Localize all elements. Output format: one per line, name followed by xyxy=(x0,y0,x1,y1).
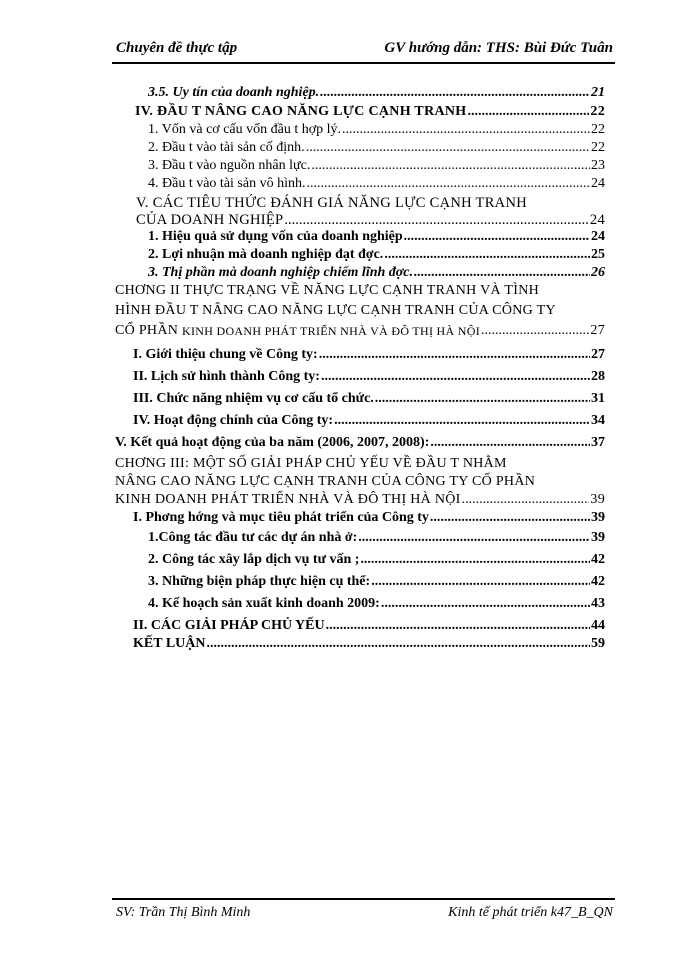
toc-page: 24 xyxy=(591,176,605,191)
toc-page: 24 xyxy=(589,212,605,228)
toc-leader xyxy=(321,368,590,386)
toc-entry xyxy=(133,368,605,386)
toc-leader xyxy=(334,412,590,430)
toc-page: 22 xyxy=(591,140,605,155)
toc-entry xyxy=(148,529,605,547)
toc-page: 42 xyxy=(591,574,605,589)
toc-entry xyxy=(148,551,605,569)
toc-page: 34 xyxy=(591,413,605,428)
toc-entry-text: KINH DOANH PHÁT TRIỂN NHÀ VÀ ĐÔ THỊ HÀ NỘI xyxy=(115,492,461,507)
toc-chapter-line2: NÂNG CAO NĂNG LỰC CẠNH TRANH CỦA CÔNG TY CỔ PHẦN xyxy=(115,474,536,489)
toc-entry-text: 1.Công tác đầu tư các dự án nhà ở: xyxy=(148,530,358,545)
toc-entry-text: 3.5. Uy tín của doanh nghiệp. xyxy=(148,85,320,100)
toc-page: 39 xyxy=(590,492,605,507)
toc-leader xyxy=(381,595,590,613)
toc-entry-text: 1. Vốn và cơ cấu vốn đầu t hợp lý. xyxy=(148,122,342,137)
toc-page: 22 xyxy=(591,122,605,137)
toc-page: 37 xyxy=(591,435,605,450)
toc-leader xyxy=(375,390,590,408)
toc-entry xyxy=(115,491,605,509)
toc-leader xyxy=(404,228,590,246)
toc-page: 42 xyxy=(591,552,605,567)
toc-leader xyxy=(206,635,590,653)
toc-entry xyxy=(148,157,605,175)
toc-entry-text: 2. Công tác xây lắp dịch vụ tư vấn ; xyxy=(148,552,360,567)
header-right: GV hướng dẫn: THS: Bùi Đức Tuân xyxy=(384,40,613,56)
toc-leader xyxy=(342,121,590,139)
toc-page: 28 xyxy=(591,369,605,384)
toc-entry xyxy=(136,211,605,229)
toc-entry xyxy=(115,322,605,340)
toc-leader xyxy=(319,346,590,364)
toc-leader xyxy=(414,264,590,282)
toc-page: 44 xyxy=(591,618,605,633)
toc-entry xyxy=(148,246,605,264)
toc-leader xyxy=(358,529,590,547)
toc-entry xyxy=(133,412,605,430)
toc-leader xyxy=(284,211,589,229)
toc-page: 59 xyxy=(591,636,605,651)
header-left: Chuyên đề thực tập xyxy=(116,40,238,56)
toc-page: 31 xyxy=(591,391,605,406)
toc-entry xyxy=(148,264,605,282)
toc-entry xyxy=(148,121,605,139)
toc-page: 24 xyxy=(591,229,605,244)
toc-entry-text: CỦA DOANH NGHIỆP xyxy=(136,212,284,228)
toc-entry xyxy=(133,390,605,408)
toc-entry-text: 3. Đầu t vào nguồn nhân lực. xyxy=(148,158,311,173)
toc-entry-text: CỔ PHẦN xyxy=(115,323,179,338)
page-header xyxy=(112,40,615,64)
toc-entry xyxy=(148,139,605,157)
toc-entry-text-small: KINH DOANH PHÁT TRIỂN NHÀ VÀ ĐÔ THỊ HÀ NỘI xyxy=(181,324,481,338)
toc-entry xyxy=(115,434,605,452)
toc-leader xyxy=(360,551,590,569)
toc-entry xyxy=(133,509,605,527)
toc-chapter-line2: HÌNH ĐẦU T NÂNG CAO NĂNG LỰC CẠNH TRANH CỦA CÔNG TY xyxy=(115,303,556,318)
toc-page: 26 xyxy=(591,265,605,280)
toc-entry xyxy=(135,103,605,121)
footer-right: Kinh tế phát triển k47_B_QN xyxy=(448,905,613,920)
footer-left: SV: Trần Thị Bình Minh xyxy=(116,905,251,920)
toc-entry-text: 3. Những biện pháp thực hiện cụ thể: xyxy=(148,574,371,589)
toc-page: 23 xyxy=(591,158,605,173)
toc-chapter-line1: CHƠNG II THỰC TRẠNG VỀ NĂNG LỰC CẠNH TRANH VÀ TÌNH xyxy=(115,283,540,298)
toc-entry xyxy=(148,84,605,102)
toc-leader xyxy=(481,322,589,340)
toc-entry-text: 4. Đầu t vào tài sản vô hình. xyxy=(148,176,306,191)
toc-entry xyxy=(133,346,605,364)
toc-entry-text: II. CÁC GIẢI PHÁP CHỦ YẾU xyxy=(133,618,325,633)
toc-entry-text: II. Lịch sử hình thành Công ty: xyxy=(133,369,320,384)
toc-page: 43 xyxy=(591,596,605,611)
toc-leader xyxy=(306,139,590,157)
toc-page: 21 xyxy=(591,85,605,100)
toc-entry-text: 1. Hiệu quả sử dụng vốn của doanh nghiệp xyxy=(148,229,403,244)
toc-leader xyxy=(320,84,590,102)
toc-leader xyxy=(326,617,590,635)
toc-entry xyxy=(133,635,605,653)
toc-chapter-line1: CHƠNG III: MỘT SỐ GIẢI PHÁP CHỦ YẾU VỀ ĐẦU T NHẰM xyxy=(115,456,507,471)
toc-entry xyxy=(148,228,605,246)
toc-leader xyxy=(311,157,590,175)
toc-leader xyxy=(430,509,590,527)
toc-leader xyxy=(306,175,590,193)
toc-entry-text: I. Giới thiệu chung về Công ty: xyxy=(133,347,318,362)
toc-entry-text: 3. Thị phần mà doanh nghiệp chiếm lĩnh đợc. xyxy=(148,265,414,280)
toc-leader xyxy=(371,573,590,591)
toc-entry-text: 2. Đầu t vào tài sản cố định. xyxy=(148,140,305,155)
toc-entry-text: 2. Lợi nhuận mà doanh nghiệp đạt đợc. xyxy=(148,247,384,262)
toc-page: 27 xyxy=(591,347,605,362)
toc-page: 22 xyxy=(590,104,605,119)
toc-entry-line1: V. CÁC TIÊU THỨC ĐÁNH GIÁ NĂNG LỰC CẠNH TRANH xyxy=(136,195,527,211)
toc-leader xyxy=(462,491,590,509)
toc-entry-text: IV. Hoạt động chính của Công ty: xyxy=(133,413,334,428)
toc-leader xyxy=(384,246,590,264)
toc-entry xyxy=(148,595,605,613)
toc-entry xyxy=(148,573,605,591)
toc-leader xyxy=(430,434,590,452)
toc-page: 25 xyxy=(591,247,605,262)
toc-page: 27 xyxy=(590,323,605,338)
toc-entry-text: III. Chức năng nhiệm vụ cơ cấu tổ chức. xyxy=(133,391,374,406)
toc-entry-text: IV. ĐẦU T NÂNG CAO NĂNG LỰC CẠNH TRANH xyxy=(135,104,467,119)
toc-leader xyxy=(468,103,590,121)
toc-entry-text: I. Phơng hớng và mục tiêu phát triển của Công ty xyxy=(133,510,429,525)
toc-page: 39 xyxy=(591,510,605,525)
page-footer xyxy=(112,898,615,922)
toc-entry-text: 4. Kế hoạch sản xuất kinh doanh 2009: xyxy=(148,596,380,611)
toc-page: 39 xyxy=(591,530,605,545)
toc-entry-text: KẾT LUẬN xyxy=(133,636,206,651)
toc-entry xyxy=(133,617,605,635)
toc-entry xyxy=(148,175,605,193)
toc-entry-text: V. Kết quả hoạt động của ba năm (2006, 2007, 2008): xyxy=(115,435,430,450)
